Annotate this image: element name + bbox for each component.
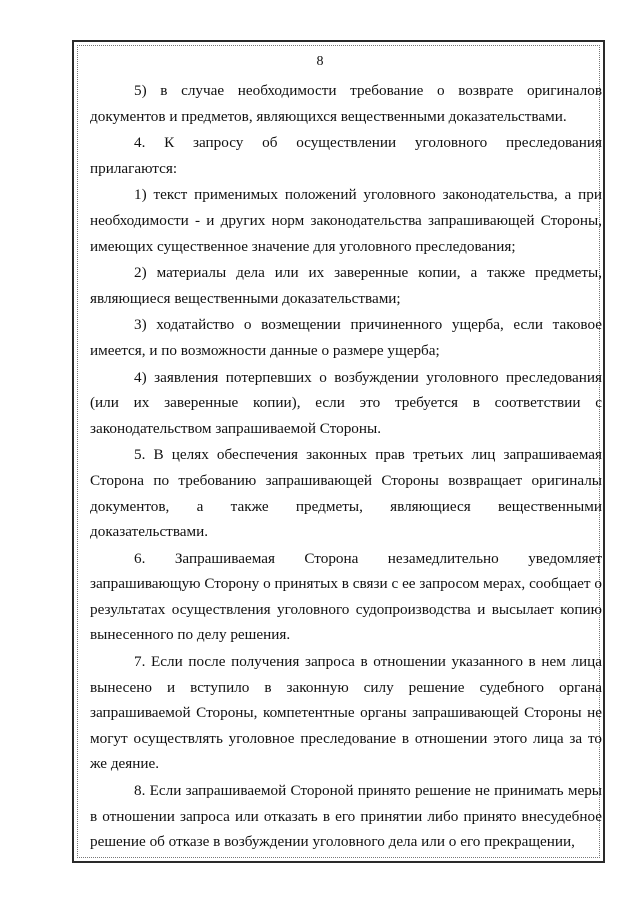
paragraph-item-5: 5) в случае необходимости требование о возврате оригиналов документов и предметов, являющихся вещественными доказательствами. <box>90 82 602 125</box>
paragraph-clause-6: 6. Запрашиваемая Сторона незамедлительно уведомляет запрашивающую Сторону о принятых в связи с ее запросом мерах, сообщает о результатах осуществления уголовного судопроизводства и высылает копию вынесенного по делу решения. <box>90 549 602 644</box>
paragraph-clause-8: 8. Если запрашиваемой Стороной принято решение не принимать меры в отношении запроса или отказать в его принятии либо принято внесудебное решение об отказе в возбуждении уголовного дела или о его прекращении, <box>90 782 602 851</box>
document-body <box>90 78 602 856</box>
paragraph-item-2: 2) материалы дела или их заверенные копии, а также предметы, являющиеся вещественными доказательствами; <box>90 264 602 307</box>
paragraph-clause-7: 7. Если после получения запроса в отношении указанного в нем лица вынесено и вступило в законную силу решение судебного органа запрашиваемой Стороны, компетентные органы запрашивающей Стороны не могут осуществлять уголовное преследование в отношении этого лица за то же деяние. <box>90 653 602 773</box>
paragraph-item-4: 4) заявления потерпевших о возбуждении уголовного преследования (или их заверенные копии), если это требуется в соответствии с законодательством запрашиваемой Стороны. <box>90 368 602 437</box>
paragraph-item-1: 1) текст применимых положений уголовного законодательства, а при необходимости - и других норм законодательства запрашивающей Стороны, имеющих существенное значение для уголовного преследования; <box>90 186 602 255</box>
paragraph-item-3: 3) ходатайство о возмещении причиненного ущерба, если таковое имеется, и по возможности данные о размере ущерба; <box>90 316 602 359</box>
page-number: 8 <box>316 54 324 69</box>
paragraph-clause-4: 4. К запросу об осуществлении уголовного преследования прилагаются: <box>90 134 602 177</box>
paragraph-clause-5: 5. В целях обеспечения законных прав третьих лиц запрашиваемая Сторона по требованию запрашивающей Стороны возвращает оригиналы документов, а также предметы, являющиеся вещественными доказательствами. <box>90 446 602 541</box>
